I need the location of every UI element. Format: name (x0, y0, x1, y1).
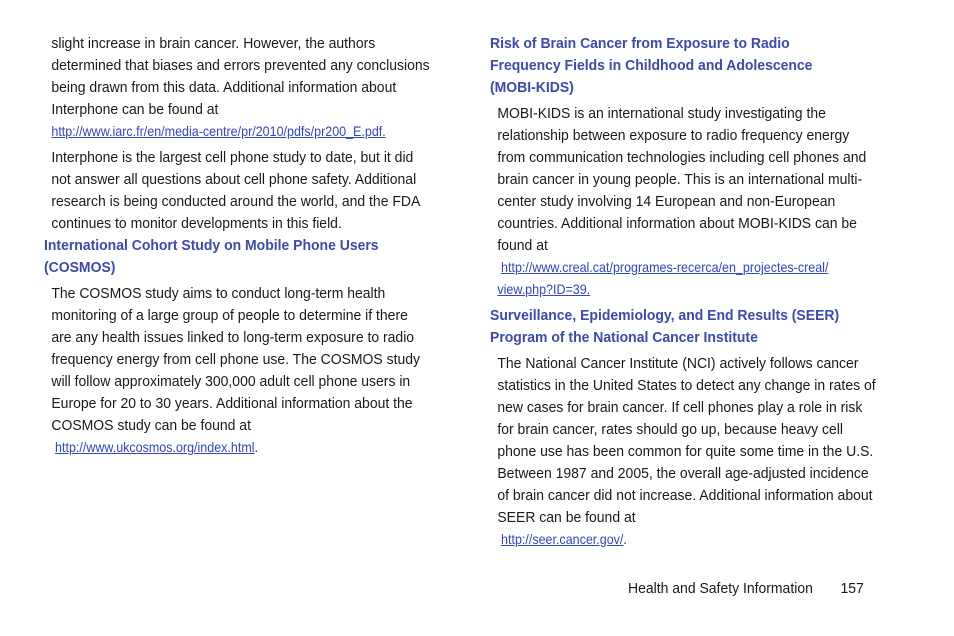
link-line-creal-2 (490, 279, 907, 301)
link-period: . (623, 532, 627, 547)
heading-mobi-kids: Risk of Brain Cancer from Exposure to Radio Frequency Fields in Childhood and Adolescence (MOBI-KIDS) (490, 35, 813, 96)
creal-link[interactable]: http://www.creal.cat/programes-recerca/en_projectes-creal/ (501, 260, 829, 275)
page-footer (628, 578, 864, 600)
left-column (44, 33, 454, 459)
iarc-link[interactable]: http://www.iarc.fr/en/media-centre/pr/2010/pdfs/pr200_E.pdf. (51, 124, 386, 139)
seer-link[interactable]: http://seer.cancer.gov/ (501, 532, 624, 547)
paragraph-cosmos: The COSMOS study aims to conduct long-term health monitoring of a large group of people to determine if there are any health issues linked to long-term exposure to radio frequency energy from cell phone use. The COSMOS study will follow approximately 300,000 adult cell phone users in Europe for 20 to 30 years. Additional information about the COSMOS study can be found at (51, 285, 421, 434)
heading-cosmos: International Cohort Study on Mobile Phone Users (COSMOS) (44, 237, 379, 276)
link-line-cosmos (44, 437, 462, 459)
link-line-seer (490, 529, 910, 551)
cosmos-link[interactable]: http://www.ukcosmos.org/index.html (55, 440, 255, 455)
page-number: 157 (840, 580, 864, 597)
paragraph-seer: The National Cancer Institute (NCI) actively follows cancer statistics in the United States to detect any change in rates of new cases for brain cancer. If cell phones play a role in risk for brain cancer, rates should go up, because heavy cell phone use has been common for quite some time in the U.S. Between 1987 and 2005, the overall age-adjusted incidence of brain cancer did not increase. Additional information about SEER can be found at (497, 355, 876, 526)
link-line-iarc (44, 121, 459, 143)
paragraph-interphone-largest: Interphone is the largest cell phone study to date, but it did not answer all questions about cell phone safety. Additional research is being conducted around the world, and the FDA continues to monitor developments in this field. (51, 149, 421, 232)
link-line-creal-1 (490, 257, 910, 279)
footer-section-title: Health and Safety Information (628, 580, 813, 597)
creal-link-continued[interactable]: view.php?ID=39. (497, 282, 591, 297)
paragraph-interphone-conclusion: slight increase in brain cancer. However, the authors determined that biases and errors prevented any conclusions being drawn from this data. Additional information about Interphone can be found at (51, 35, 430, 118)
heading-seer: Surveillance, Epidemiology, and End Results (SEER) Program of the National Cancer Institute (490, 307, 840, 346)
paragraph-mobi-kids: MOBI-KIDS is an international study investigating the relationship between exposure to radio frequency energy from communication technologies including cell phones and brain cancer in young people. This is an international multi- center study involving 14 European and non-European countries. Additional information about MOBI-KIDS can be found at (497, 105, 867, 254)
right-column (490, 33, 902, 551)
link-period: . (254, 440, 259, 455)
